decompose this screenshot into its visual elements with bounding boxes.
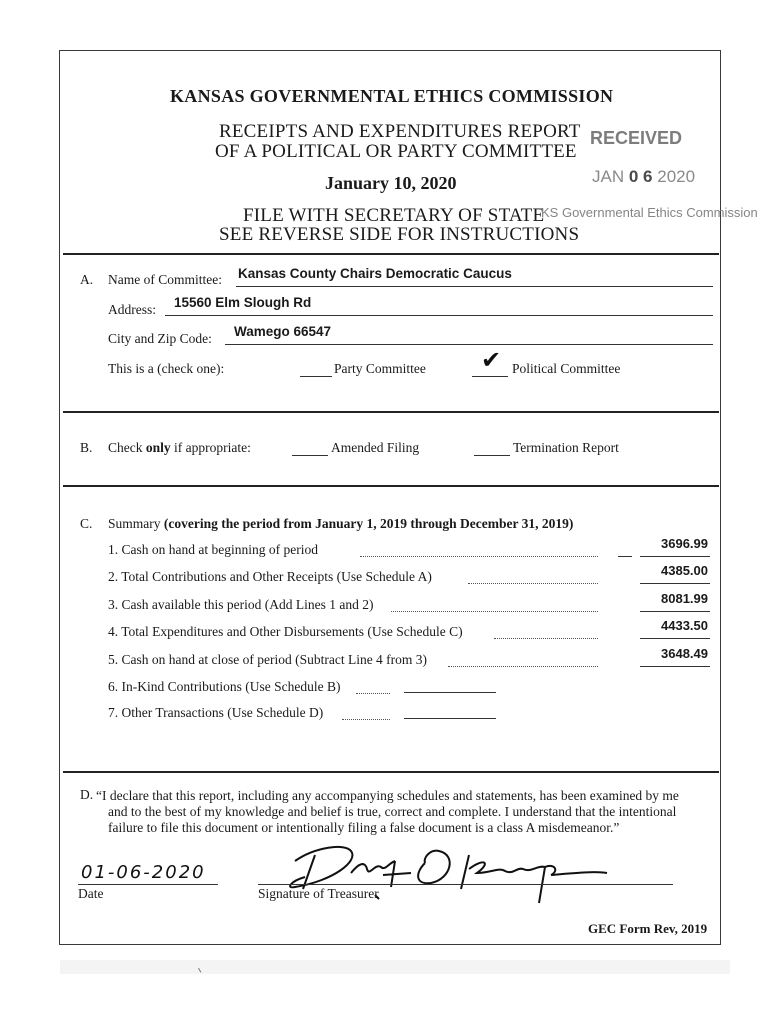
- amount-blank-short: [618, 556, 632, 557]
- section-c-letter: C.: [80, 516, 93, 531]
- city-zip-line: [225, 344, 713, 345]
- amended-filing-option: Amended Filing: [331, 440, 420, 455]
- signed-date: 01-06-2020: [81, 862, 206, 883]
- termination-report-blank: [474, 455, 510, 456]
- report-title-line1: RECEIPTS AND EXPENDITURES REPORT: [219, 121, 581, 142]
- date-line: [78, 884, 218, 885]
- address-line: [165, 315, 713, 316]
- political-committee-blank: [472, 376, 508, 377]
- committee-type-label: This is a (check one):: [108, 361, 225, 376]
- due-date: January 10, 2020: [325, 173, 457, 193]
- agency-stamp: KS Governmental Ethics Commission: [541, 205, 758, 220]
- committee-name-value: Kansas County Chairs Democratic Caucus: [238, 266, 512, 281]
- commission-title: KANSAS GOVERNMENTAL ETHICS COMMISSION: [170, 86, 614, 106]
- section-divider: [63, 485, 719, 487]
- summary-line-1-amount: 3696.99: [661, 536, 708, 551]
- address-value: 15560 Elm Slough Rd: [174, 295, 312, 310]
- leader-dots: [468, 583, 598, 584]
- amount-line: [640, 556, 710, 557]
- check-if-appropriate-label: Check only if appropriate:: [108, 440, 251, 455]
- scan-shadow: [60, 960, 730, 974]
- summary-line-5-label: 5. Cash on hand at close of period (Subtract Line 4 from 3): [108, 652, 428, 667]
- summary-line-3-label: 3. Cash available this period (Add Lines 1 and 2): [108, 597, 374, 612]
- city-zip-value: Wamego 66547: [234, 324, 332, 339]
- date-label: Date: [78, 886, 104, 901]
- section-d-letter: D.: [80, 787, 94, 802]
- section-divider: [63, 411, 719, 413]
- termination-report-option: Termination Report: [513, 440, 619, 455]
- leader-dots: [356, 693, 390, 694]
- amount-line: [640, 583, 710, 584]
- summary-line-3-amount: 8081.99: [661, 591, 708, 606]
- leader-dots: [360, 556, 598, 557]
- received-stamp: RECEIVED: [590, 128, 683, 148]
- amount-line: [404, 692, 496, 693]
- amount-line: [640, 666, 710, 667]
- city-zip-label: City and Zip Code:: [108, 331, 212, 346]
- amount-line: [640, 611, 710, 612]
- summary-line-5-amount: 3648.49: [661, 646, 708, 661]
- amended-filing-blank: [292, 455, 328, 456]
- amount-line: [640, 638, 710, 639]
- political-committee-option: Political Committee: [512, 361, 621, 376]
- summary-line-1-label: 1. Cash on hand at beginning of period: [108, 542, 318, 557]
- received-date-stamp: JAN 0 6 2020: [592, 167, 696, 186]
- leader-dots: [391, 611, 598, 612]
- section-a-letter: A.: [80, 272, 94, 287]
- leader-dots: [494, 638, 598, 639]
- leader-dots: [448, 666, 598, 667]
- declaration-line-2: and to the best of my knowledge and belief is true, correct and complete. I understand that the intentional: [108, 804, 677, 819]
- summary-line-2-label: 2. Total Contributions and Other Receipts (Use Schedule A): [108, 569, 432, 584]
- checkmark-icon: ✔: [481, 346, 502, 374]
- instructions-line: SEE REVERSE SIDE FOR INSTRUCTIONS: [219, 224, 580, 245]
- committee-name-label: Name of Committee:: [108, 272, 222, 287]
- section-b-letter: B.: [80, 440, 93, 455]
- file-with-line: FILE WITH SECRETARY OF STATE: [243, 205, 545, 226]
- form-revision: GEC Form Rev, 2019: [588, 921, 708, 936]
- party-committee-option: Party Committee: [334, 361, 426, 376]
- section-divider: [63, 771, 719, 773]
- amount-line: [404, 718, 496, 719]
- leader-dots: [342, 719, 390, 720]
- report-title-line2: OF A POLITICAL OR PARTY COMMITTEE: [215, 141, 577, 162]
- summary-line-7-label: 7. Other Transactions (Use Schedule D): [108, 705, 324, 720]
- summary-line-2-amount: 4385.00: [661, 563, 708, 578]
- declaration-line-1: “I declare that this report, including any accompanying schedules and statements, has been examined by me: [96, 788, 679, 803]
- committee-name-line: [236, 286, 713, 287]
- summary-line-4-label: 4. Total Expenditures and Other Disbursements (Use Schedule C): [108, 624, 463, 639]
- summary-line-4-amount: 4433.50: [661, 618, 708, 633]
- signature-line: [258, 884, 673, 885]
- summary-title: Summary (covering the period from January 1, 2019 through December 31, 2019): [108, 516, 574, 531]
- signature-label: Signature of Treasurer: [258, 886, 379, 901]
- address-label: Address:: [108, 302, 156, 317]
- party-committee-blank: [300, 376, 332, 377]
- section-divider: [63, 253, 719, 255]
- declaration-line-3: failure to file this document or intentionally filing a false document is a class A misdemeanor.”: [108, 820, 620, 835]
- summary-line-6-label: 6. In-Kind Contributions (Use Schedule B): [108, 679, 341, 694]
